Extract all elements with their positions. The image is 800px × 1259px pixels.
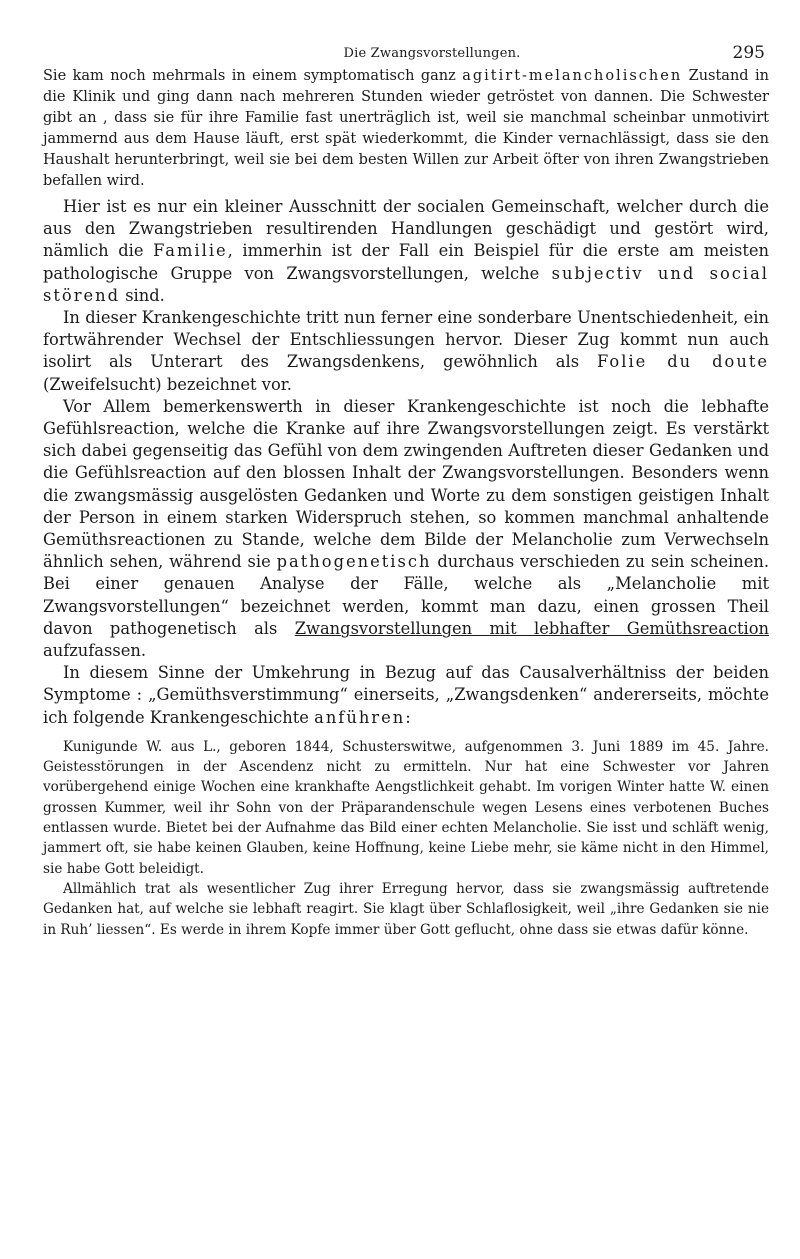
- text-run: , immerhin ist der Fall ein Beispiel für die erste am meisten pathologische Gruppe von Zwangsvorstellungen, welche: [43, 241, 769, 283]
- paragraph-folie-du-doute: [43, 307, 769, 396]
- spaced-emphasis: Folie du doute: [597, 352, 769, 372]
- text-run: Vor Allem bemerkenswerth in dieser Krankengeschichte ist noch die lebhafte Gefühlsreaction, welche die Kranke auf ihre Zwangsvorstellungen zeigt. Es verstärkt sich dabei gegenseitig das Gefühl von dem zwingenden Auftreten dieser Gedanken und die Gefühlsreaction auf den blossen Inhalt der Zwangsvorstellungen. Besonders wenn die zwangsmässig ausgelösten Gedanken und Worte zu dem sonstigen geistigen Inhalt der Person in einem starken Widerspruch stehen, so kommen manchmal anhaltende Gemüthsreactionen zu Stande, welche dem Bilde der Melancholie zum Verwechseln ähnlich sehen, während sie: [43, 396, 769, 572]
- page-header: [43, 0, 769, 66]
- text-run: :: [405, 707, 411, 727]
- text-run: sind.: [120, 285, 165, 305]
- text-run: aufzufassen.: [43, 641, 147, 661]
- text-run: Zustand in die Klinik und ging dann nach mehreren Stunden wieder getröstet von dannen. Die Schwester gibt an , dass sie für ihre Familie fast unerträglich ist, weil sie manchmal scheinbar unmotivirt jammernd aus dem Hause läuft, erst spät wiederkommt, die Kinder vernachlässigt, dass sie den Haushalt herunterbringt, weil sie bei dem besten Willen zur Arbeit öfter von ihren Zwangstrieben befallen wird.: [43, 68, 769, 189]
- spaced-emphasis: subjectiv und social störend: [43, 263, 769, 305]
- running-title: Die Zwangsvorstellungen.: [343, 46, 521, 61]
- case-history-paragraph: Kunigunde W. aus L., geboren 1844, Schusterswitwe, aufgenommen 3. Juni 1889 im 45. Jahre. Geistesstörungen in der Ascendenz nicht zu ermitteln. Nur hat eine Schwester vor Jahren vorübergehend einige Wochen eine krankhafte Aengstlichkeit gehabt. Im vorigen Winter hatte W. einen grossen Kummer, weil ihr Sohn von der Präparandenschule wegen Lesens eines verbotenen Buches entlassen wurde. Bietet bei der Aufnahme das Bild einer echten Melancholie. Sie isst und schläft wenig, jammert oft, sie habe keinen Glauben, keine Hoffnung, keine Liebe mehr, sie käme nicht in den Himmel, sie habe Gott beleidigt.: [43, 738, 769, 877]
- spaced-emphasis: pathogenetisch: [276, 552, 432, 572]
- page-number: 295: [732, 43, 765, 63]
- spaced-emphasis: anführen: [314, 707, 406, 727]
- book-page: [43, 0, 769, 940]
- text-run: In dieser Krankengeschichte tritt nun ferner eine sonderbare Unentschiedenheit, ein fortwährender Wechsel der Entschliessungen hervor. Dieser Zug kommt nun auch isolirt als Unterart des Zwangsdenkens, gewöhnlich als: [43, 308, 769, 372]
- text-run: Hier ist es nur ein kleiner Ausschnitt der socialen Gemeinschaft, welcher durch die aus den Zwangstrieben resultirenden Handlungen geschädigt und gestört wird, nämlich die: [43, 197, 769, 261]
- text-run: (Zweifelsucht) bezeichnet vor.: [43, 374, 292, 394]
- paragraph-case-continuation: [43, 66, 769, 192]
- spaced-emphasis: Familie: [153, 241, 228, 261]
- text-run: In diesem Sinne der Umkehrung in Bezug auf das Causalverhältniss der beiden Symptome : „Gemüthsverstimmung“ einerseits, „Zwangsdenken“ andererseits, möchte ich folgende Krankengeschichte: [43, 663, 769, 727]
- paragraph-emotional-reaction: [43, 396, 769, 662]
- spaced-emphasis: agitirt-melancholischen: [462, 68, 683, 84]
- paragraph-social-disturbance: [43, 196, 769, 307]
- underlined-phrase: Zwangsvorstellungen mit lebhafter Gemüthsreaction: [294, 618, 769, 638]
- text-run: Sie kam noch mehrmals in einem symptomatisch ganz: [43, 68, 463, 84]
- case-history-paragraph: Allmählich trat als wesentlicher Zug ihrer Erregung hervor, dass sie zwangsmässig auftretende Gedanken hat, auf welche sie lebhaft reagirt. Sie klagt über Schlaflosigkeit, weil „ihre Gedanken sie nie in Ruh’ liessen“. Es werde in ihrem Kopfe immer über Gott geflucht, ohne dass sie etwas dafür könne.: [43, 880, 769, 938]
- paragraph-causal-relation: [43, 662, 769, 729]
- text-run: durchaus verschieden zu sein scheinen. Bei einer genauen Analyse der Fälle, welche als „Melancholie mit Zwangsvorstellungen“ bezeichnet werden, kommt man dazu, einen grossen Theil davon pathogenetisch als: [43, 552, 769, 638]
